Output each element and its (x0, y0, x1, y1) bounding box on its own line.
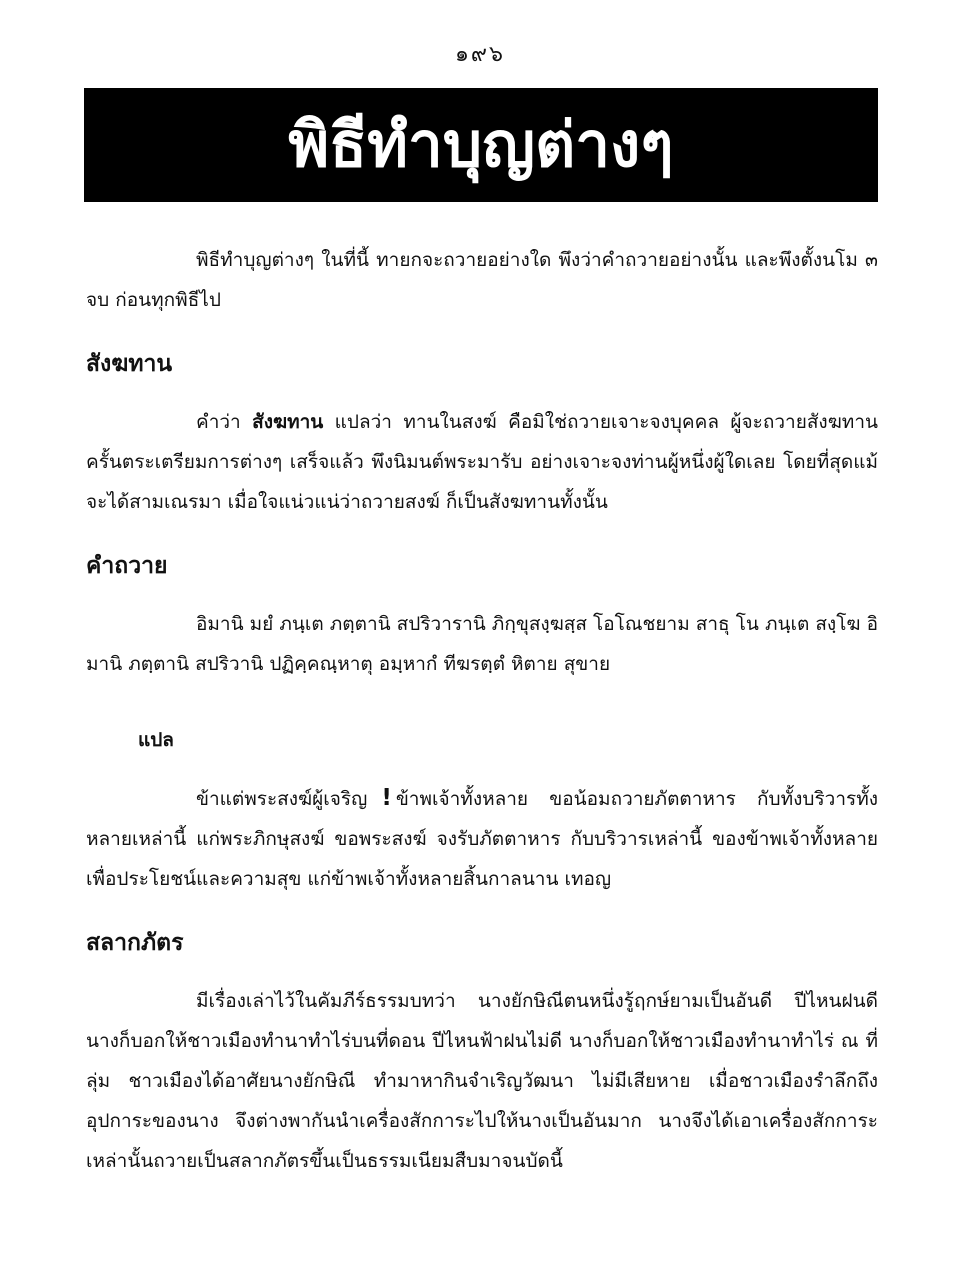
sanghathan-prefix: คำว่า (196, 411, 241, 433)
exclamation-mark: ! (381, 785, 392, 811)
title-banner (84, 88, 878, 202)
sanghathan-rest: แปลว่า ทานในสงฆ์ คือมิใช่ถวายเจาะจงบุคคล ผู้จะถวายสังฆทาน ครั้นตระเตรียมการต่างๆ เสร็จแล้ว พึงนิมนต์พระมารับ อย่างเจาะจงท่านผู้หนึ่งผู้ใดเลย โดยที่สุดแม้จะได้สามเณรมา เมื่อใจแน่วแน่ว่าถวายสงฆ์ ก็เป็นสังฆทานทั้งนั้น (86, 411, 878, 513)
paragraph-salakaphat: มีเรื่องเล่าไว้ในคัมภีร์ธรรมบทว่า นางยักษิณีตนหนึ่งรู้ฤกษ์ยามเป็นอันดี ปีไหนฝนดี นางก็บอกให้ชาวเมืองทำนาทำไร่บนที่ดอน ปีไหนฟ้าฝนไม่ดี นางก็บอกให้ชาวเมืองทำนาทำไร่ ณ ที่ลุ่ม ชาวเมืองได้อาศัยนางยักษิณี ทำมาหากินจำเริญวัฒนา ไม่มีเสียหาย เมื่อชาวเมืองรำลึกถึงอุปการะของนาง จึงต่างพากันนำเครื่องสักการะไปให้นางเป็นอันมาก นางจึงได้เอาเครื่องสักการะเหล่านั้นถวายเป็นสลากภัตรขึ้นเป็นธรรมเนียมสืบมาจนบัดนี้ (86, 990, 878, 1172)
intro-paragraph: พิธีทำบุญต่างๆ ในที่นี้ ทายกจะถวายอย่างใด พึงว่าคำถวายอย่างนั้น และพึงตั้งนโม ๓ จบ ก่อนทุกพิธีไป (86, 249, 878, 311)
paragraph-sanghathan (86, 402, 878, 522)
document-body (86, 240, 878, 1181)
paragraph-translation (86, 778, 878, 899)
heading-salakaphat: สลากภัตร (86, 930, 184, 956)
page-number: ๑๙๖ (454, 42, 506, 67)
heading-translation: แปล (138, 729, 174, 751)
paragraph-kham-thawai: อิมานิ มยํ ภนฺเต ภตฺตานิ สปริวารานิ ภิกฺขุสงฺฆสฺส โอโณชยาม สาธุ โน ภนฺเต สงฺโฆ อิมานิ ภตฺตานิ สปริวานิ ปฏิคฺคณฺหาตุ อมฺหากํ ทีฆรตฺตํ หิตาย สุขาย (86, 613, 878, 675)
page-title: พิธีทำบุญต่างๆ (288, 108, 674, 181)
heading-sanghathan: สังฆทาน (86, 351, 173, 377)
sanghathan-term: สังฆทาน (252, 411, 324, 433)
heading-kham-thawai: คำถวาย (86, 553, 168, 579)
translation-first: ข้าแต่พระสงฆ์ผู้เจริญ (196, 788, 368, 810)
translation-rest: ข้าพเจ้าทั้งหลาย ขอน้อมถวายภัตตาหาร กับทั้งบริวารทั้งหลายเหล่านี้ แก่พระภิกษุสงฆ์ ขอพระสงฆ์ จงรับภัตตาหาร กับบริวารเหล่านี้ ของข้าพเจ้าทั้งหลาย เพื่อประโยชน์และความสุข แก่ข้าพเจ้าทั้งหลายสิ้นกาลนาน เทอญ (86, 788, 878, 890)
